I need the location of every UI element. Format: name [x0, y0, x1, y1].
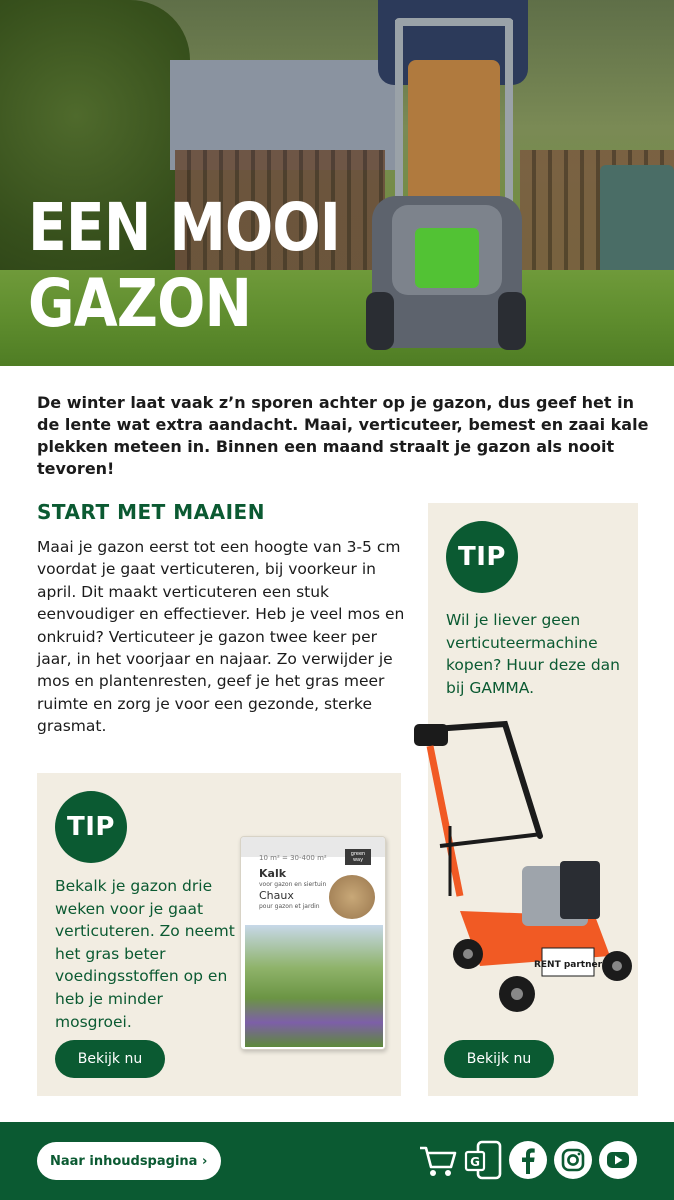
app-icon[interactable]: [464, 1140, 504, 1180]
tip-badge: TIP: [55, 791, 127, 863]
bin-graphic: [600, 165, 674, 275]
bag-name-fr: Chaux: [259, 889, 294, 902]
hero-banner: [0, 0, 674, 366]
svg-text:G: G: [470, 1155, 480, 1169]
machine-hub-front: [463, 949, 473, 959]
section-body: Maai je gazon eerst tot een hoogte van 3-5 cm voordat je gaat verticuteren, bij voorkeur in april. Dit maakt verticuteren een stuk eenvoudiger en effectiever. Heb je veel mos en onkruid? Verticuteer je gazon twee keer per jaar, in het voorjaar en najaar. Zo verwijder je mos en plantenresten, geef je het gras meer ruimte en zorg je voor een gezonde, sterke grasmat.: [37, 538, 405, 736]
verticuteer-machine-image[interactable]: [410, 716, 635, 1026]
toc-button[interactable]: Naar inhoudspagina ›: [37, 1142, 221, 1180]
footer-bar: [0, 1122, 674, 1200]
person-legs-graphic: [408, 60, 500, 210]
intro-text: De winter laat vaak z’n sporen achter op je gazon, dus geef het in de lente wat extra aandacht. Maai, verticuteer, bemest en zaai kale plekken meteen in. Binnen een maand straalt je gazon als nooit tevoren!: [37, 393, 649, 478]
lawnmower-wheel-left: [366, 292, 394, 350]
machine-hub-back: [511, 988, 523, 1000]
hero-title-line1: EEN MOOI: [28, 189, 341, 266]
bag-dims: 10 m² = 30-400 m²: [259, 854, 327, 862]
brand-logo: green way: [345, 849, 371, 865]
bag-subtitle: voor gazon en siertuin: [259, 881, 327, 888]
hero-title: [28, 190, 340, 342]
garden-photo: [245, 925, 383, 1047]
machine-frame-left: [430, 746, 460, 896]
tip-text: Bekalk je gazon drie weken voor je gaat verticuteren. Zo neemt het gras beter voedingsstoffen op en heb je minder mosgroei.: [55, 877, 235, 1031]
lawnmower-battery: [415, 228, 479, 288]
machine-hub-right: [612, 961, 622, 971]
lawnmower-wheel-right: [498, 292, 526, 350]
section-title: START MET MAAIEN: [37, 500, 265, 524]
rent-partner-text: RENT partner: [533, 960, 603, 970]
grains-graphic: [329, 875, 375, 919]
facebook-icon[interactable]: [508, 1140, 548, 1180]
mower-handle-bar: [395, 18, 513, 26]
machine-control: [414, 724, 448, 746]
tip-badge: TIP: [446, 521, 518, 593]
machine-cross-bar: [440, 834, 542, 846]
youtube-icon[interactable]: [598, 1140, 638, 1180]
bag-subtitle-fr: pour gazon et jardin: [259, 903, 320, 910]
machine-motor-cover: [560, 861, 600, 919]
cart-icon[interactable]: [418, 1140, 458, 1180]
instagram-icon[interactable]: [553, 1140, 593, 1180]
view-rent-button[interactable]: Bekijk nu: [444, 1040, 554, 1078]
lime-product-image[interactable]: [240, 836, 386, 1050]
view-lime-button[interactable]: Bekijk nu: [55, 1040, 165, 1078]
hero-title-line2: GAZON: [28, 265, 252, 342]
bag-name: Kalk: [259, 867, 287, 880]
tip-text: Wil je liever geen verticuteermachine kopen? Huur deze dan bij GAMMA.: [446, 611, 620, 697]
